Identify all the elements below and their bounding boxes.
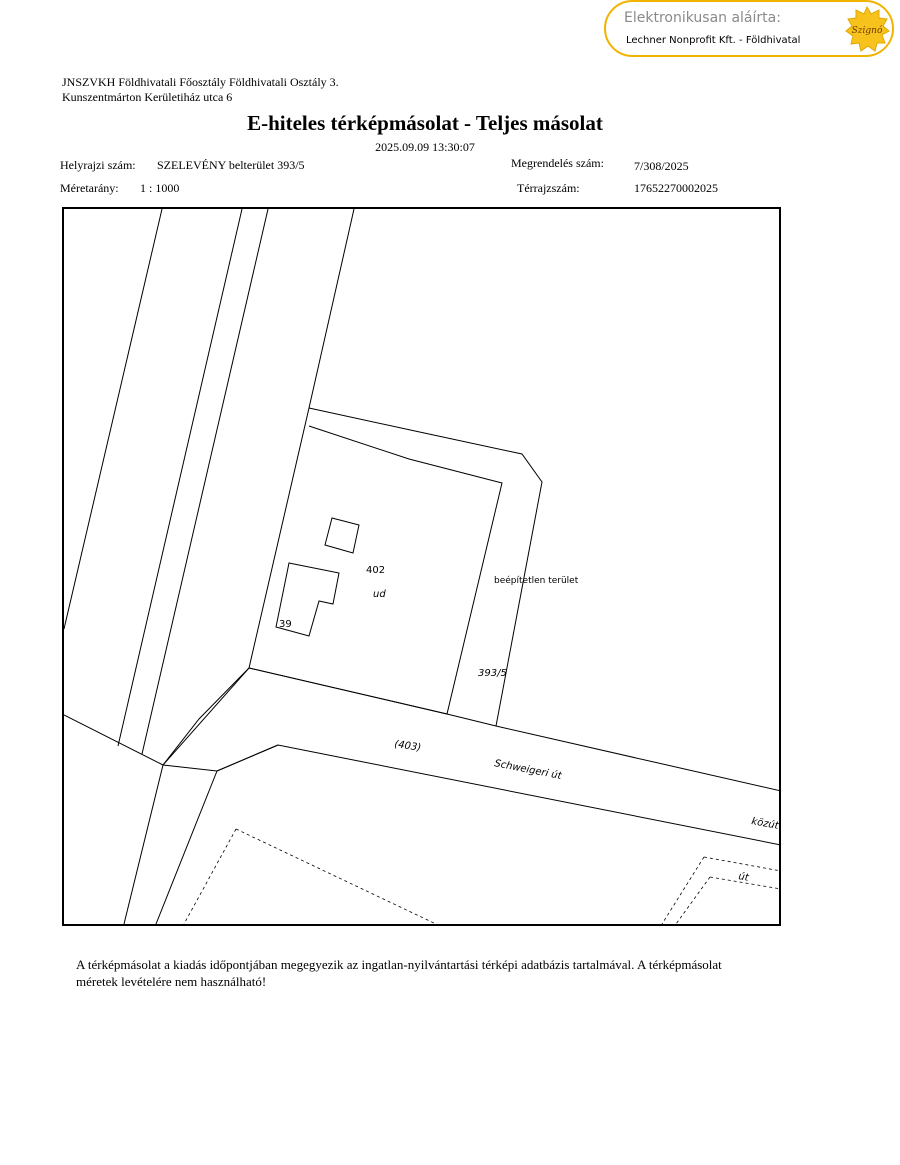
label-parcel-3935: 393/5 — [478, 668, 507, 679]
label-road-403: (403) — [393, 739, 422, 754]
left-parcel-line-1 — [64, 209, 162, 629]
document-title: E-hiteles térképmásolat - Teljes másolat — [247, 111, 603, 135]
office-line-1: JNSZVKH Földhivatali Főosztály Földhivatali Osztály 3. — [62, 75, 339, 89]
order-label: Megrendelés szám: — [511, 156, 604, 170]
dashed-parcel-left — [184, 829, 236, 924]
building-small — [325, 518, 359, 553]
dashed-parcel-top — [236, 829, 436, 924]
label-ud: ud — [373, 589, 386, 600]
dashed-road-right-1 — [704, 857, 779, 871]
dashed-road-right-4 — [676, 877, 710, 924]
parcel-3935-boundary — [309, 408, 542, 726]
seal-text: Szignó — [851, 26, 883, 36]
label-street: Schweigeri út — [493, 758, 563, 782]
seal-icon — [844, 6, 890, 52]
order-value: 7/308/2025 — [634, 159, 689, 173]
map-number-label: Térrajzszám: — [517, 181, 580, 195]
scale-value: 1 : 1000 — [140, 181, 180, 195]
parcel-label: Helyrajzi szám: — [60, 158, 136, 172]
label-parcel-402: 402 — [366, 565, 386, 576]
scale-label: Méretarány: — [60, 181, 119, 195]
parcel-value: SZELEVÉNY belterület 393/5 — [157, 158, 305, 172]
road-403-left-2 — [156, 745, 278, 924]
left-parcel-line-2 — [118, 209, 242, 746]
signature-title: Elektronikusan aláírta: — [624, 10, 781, 26]
signature-signer: Lechner Nonprofit Kft. - Földhivatal — [626, 35, 801, 46]
label-public-road: közút — [750, 816, 779, 832]
label-building-39: 39 — [279, 619, 292, 630]
cadastral-map — [62, 207, 781, 926]
office-address — [62, 75, 339, 105]
map-number-value: 17652270002025 — [634, 181, 718, 195]
road-403-left — [124, 765, 163, 924]
road-403-upper — [64, 668, 779, 791]
label-road: út — [737, 871, 750, 884]
left-parcel-line-3 — [142, 209, 268, 754]
label-undeveloped: beépítetlen terület — [494, 576, 579, 586]
footer-note: A térképmásolat a kiadás időpontjában megegyezik az ingatlan-nyilvántartási térképi adatbázis tartalmával. A térképmásolat méretek levételére nem használható! — [76, 957, 722, 989]
electronic-signature-badge — [604, 0, 894, 57]
cadastral-map-drawing — [64, 209, 779, 924]
left-parcel-line-4 — [163, 209, 354, 765]
document-timestamp: 2025.09.09 13:30:07 — [375, 140, 475, 154]
office-line-2: Kunszentmárton Kerületiház utca 6 — [62, 90, 233, 104]
dashed-road-right-2 — [662, 857, 704, 924]
road-403-lower — [163, 745, 779, 845]
